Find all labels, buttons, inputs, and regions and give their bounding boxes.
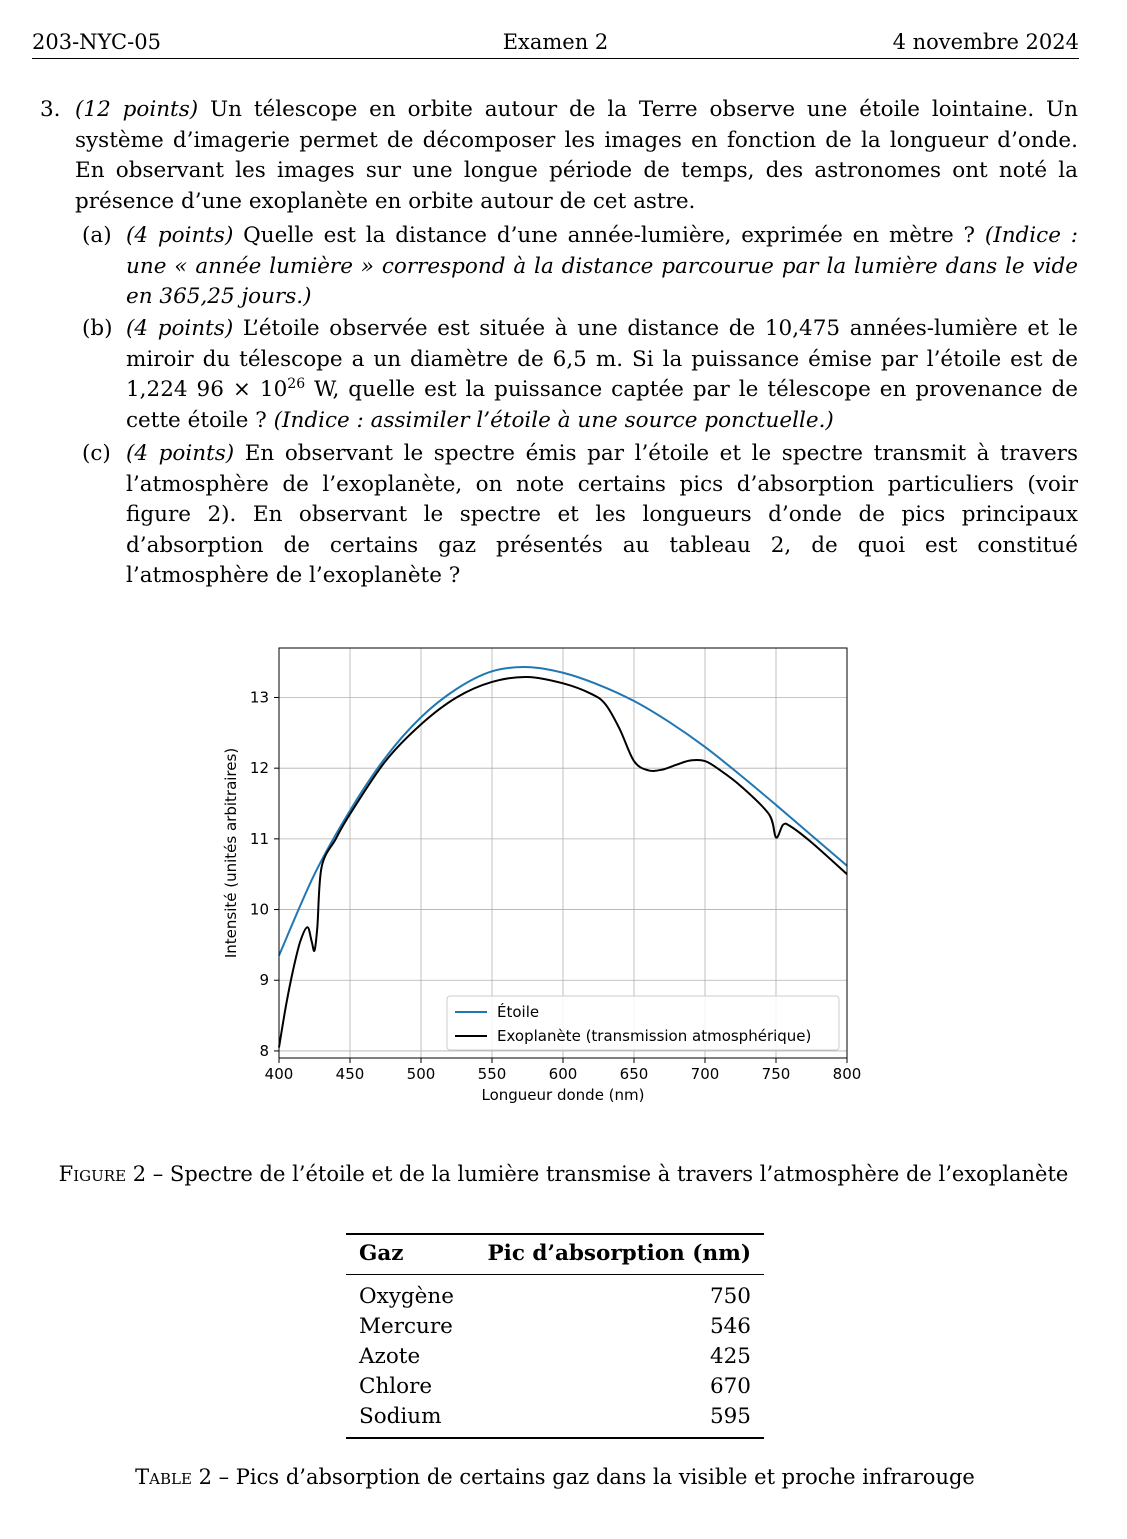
x-tick-label: 500 <box>406 1065 436 1083</box>
part-a-hint: (Indice : une « année lumière » correspond à la distance parcourue par la lumière dans le vide en 365,25 jours.) <box>126 223 1078 309</box>
table-header-row <box>346 1234 764 1275</box>
question-points: (12 points) <box>75 97 199 122</box>
y-axis-label: Intensité (unités arbitraires) <box>222 747 240 959</box>
part-c-points: (4 points) <box>126 441 235 466</box>
gas-peak: 750 <box>709 1284 751 1309</box>
gas-name: Oxygène <box>359 1284 454 1309</box>
gas-peak: 425 <box>709 1344 751 1369</box>
page-header <box>32 28 1079 59</box>
power-exponent-base: 10 <box>259 377 288 402</box>
part-b-body <box>126 314 1078 436</box>
question-text: Un télescope en orbite autour de la Terre observe une étoile lointaine. Un système d’imagerie permet de décomposer les images en fonction de la longueur d’onde. En observant les images sur une longue période de temps, des astronomes ont noté la présence d’une exoplanète en orbite autour de cet astre. <box>75 97 1078 214</box>
legend-label-exoplanet: Exoplanète (transmission atmosphérique) <box>497 1027 812 1045</box>
spectrum-chart <box>214 636 874 1126</box>
y-tick-label: 13 <box>249 688 269 707</box>
table-caption <box>0 1465 1110 1489</box>
chart-legend <box>447 996 839 1050</box>
part-c <box>82 439 1078 592</box>
legend-label-star: Étoile <box>497 1003 540 1021</box>
x-tick-label: 750 <box>761 1065 791 1083</box>
question-number: 3. <box>40 97 61 122</box>
y-tick-label: 12 <box>249 759 269 778</box>
figure-caption-text: – Spectre de l’étoile et de la lumière transmise à travers l’atmosphère de l’exoplanète <box>146 1162 1069 1186</box>
part-a <box>82 221 1078 313</box>
part-b-points: (4 points) <box>126 316 234 341</box>
col-header-peak: Pic d’absorption (nm) <box>469 1234 764 1275</box>
part-a-text: Quelle est la distance d’une année-lumière, exprimée en mètre ? <box>243 223 976 248</box>
figure-caption <box>0 1162 1127 1186</box>
col-header-gas: Gaz <box>346 1234 469 1275</box>
part-c-label: (c) <box>82 441 111 466</box>
x-tick-label: 800 <box>832 1065 862 1083</box>
table-row <box>346 1402 764 1438</box>
part-c-text: En observant le spectre émis par l’étoile et le spectre transmit à travers l’atmosphère de l’exoplanète, on note certains pics d’absorption particuliers (voir figure 2). En observant le spectre et les longueurs d’onde de pics principaux d’absorption de certains gaz présentés au tableau 2, de quoi est constitué l’atmosphère de l’exoplanète ? <box>126 441 1078 588</box>
gas-name: Azote <box>359 1344 421 1369</box>
x-tick-label: 550 <box>477 1065 507 1083</box>
part-b-text: L’étoile observée est située à une distance de 10,475 années-lumière et le miroir du télescope a un diamètre de 6,5 m. Si la puissance émise par l’étoile est de 1,224 96 × <box>126 316 1078 402</box>
table-row <box>346 1275 764 1313</box>
part-a-points: (4 points) <box>126 223 234 248</box>
y-tick-label: 11 <box>249 829 269 848</box>
question-body <box>75 95 1078 217</box>
course-code: 203-NYC-05 <box>32 30 161 54</box>
part-b-label: (b) <box>82 316 113 341</box>
absorption-table <box>346 1233 764 1439</box>
table-label: Table 2 <box>135 1465 212 1489</box>
y-tick-label: 9 <box>259 971 269 990</box>
table-row <box>346 1342 764 1372</box>
gas-name: Sodium <box>346 1402 469 1438</box>
gas-peak: 546 <box>709 1314 751 1339</box>
x-tick-label: 650 <box>619 1065 649 1083</box>
gas-peak: 595 <box>469 1402 764 1438</box>
exam-title: Examen 2 <box>502 30 609 54</box>
x-tick-label: 400 <box>264 1065 294 1083</box>
part-a-body <box>126 221 1078 313</box>
part-b-hint: (Indice : assimiler l’étoile à une source ponctuelle.) <box>273 407 834 433</box>
table-row <box>346 1312 764 1342</box>
x-tick-label: 450 <box>335 1065 365 1083</box>
gas-name: Chlore <box>359 1374 433 1399</box>
x-tick-label: 700 <box>690 1065 720 1083</box>
gas-name: Mercure <box>359 1314 453 1339</box>
x-axis-label: Longueur donde (nm) <box>481 1086 645 1104</box>
y-tick-label: 8 <box>259 1041 269 1060</box>
question-3 <box>40 95 1078 217</box>
power-exponent: 26 <box>287 375 306 392</box>
part-b <box>82 314 1078 436</box>
part-b-text-end: W, quelle est la puissance captée par le télescope en provenance de cette étoile ? <box>126 377 1078 433</box>
x-tick-label: 600 <box>548 1065 578 1083</box>
table-row <box>346 1372 764 1402</box>
figure-label: Figure 2 <box>58 1162 147 1186</box>
exam-date: 4 novembre 2024 <box>892 30 1079 54</box>
y-tick-label: 10 <box>249 900 269 919</box>
part-c-body <box>126 439 1078 592</box>
table-caption-text: – Pics d’absorption de certains gaz dans la visible et proche infrarouge <box>211 1465 975 1489</box>
gas-peak: 670 <box>709 1374 751 1399</box>
part-a-label: (a) <box>82 223 112 248</box>
